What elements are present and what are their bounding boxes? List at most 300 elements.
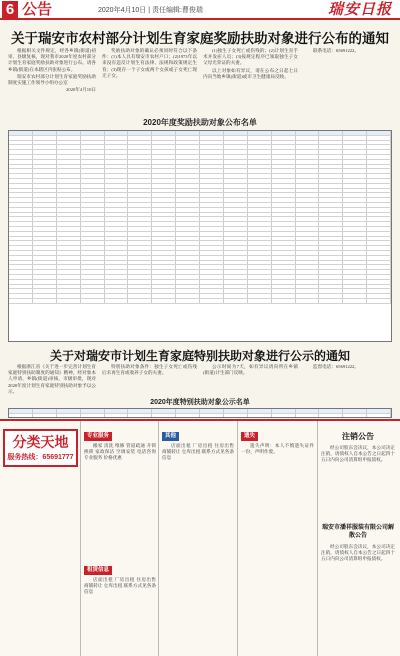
table-cell — [9, 237, 33, 241]
table-cell — [248, 409, 272, 413]
table-cell — [296, 227, 320, 231]
table-cell — [343, 136, 367, 140]
table-cell — [296, 299, 320, 303]
table-cell — [224, 294, 248, 298]
cancel-notice-body — [321, 445, 395, 520]
table-cell — [272, 285, 296, 289]
table-cell — [367, 193, 391, 197]
table-cell — [33, 275, 57, 279]
table-cell — [224, 409, 248, 413]
table-cell — [57, 145, 81, 149]
table-cell — [319, 289, 343, 293]
table-cell — [367, 251, 391, 255]
table-cell — [33, 222, 57, 226]
table-cell — [367, 145, 391, 149]
table-cell — [343, 150, 367, 154]
newspaper-logo: 瑞安日报 — [327, 2, 392, 18]
table-cell — [9, 169, 33, 173]
table-cell — [367, 165, 391, 169]
notice1-col4 — [304, 48, 392, 114]
table-cell — [105, 150, 129, 154]
table-cell — [81, 289, 105, 293]
table-cell — [272, 289, 296, 293]
table-cell — [33, 145, 57, 149]
table-cell — [343, 193, 367, 197]
table-cell — [176, 165, 200, 169]
table-cell — [152, 265, 176, 269]
page-number: 6 — [2, 1, 18, 18]
table-cell — [343, 198, 367, 202]
table-cell — [176, 246, 200, 250]
table-cell — [248, 213, 272, 217]
table-cell — [200, 160, 224, 164]
table-cell — [319, 217, 343, 221]
table-cell — [176, 174, 200, 178]
table-cell — [224, 227, 248, 231]
table-cell — [152, 165, 176, 169]
table-cell — [57, 251, 81, 255]
table-cell — [248, 145, 272, 149]
table-cell — [105, 294, 129, 298]
table-cell — [152, 256, 176, 260]
table-cell — [57, 241, 81, 245]
table-cell — [81, 184, 105, 188]
table-cell — [33, 227, 57, 231]
table-cell — [296, 280, 320, 284]
table-cell — [9, 145, 33, 149]
table-cell — [200, 285, 224, 289]
category-label: 其他 — [162, 432, 179, 441]
table-cell — [272, 227, 296, 231]
table-cell — [9, 251, 33, 255]
table-cell — [319, 275, 343, 279]
table-cell — [57, 256, 81, 260]
table-cell — [343, 294, 367, 298]
table-cell — [319, 160, 343, 164]
table-cell — [367, 155, 391, 159]
table-cell — [105, 169, 129, 173]
table-cell — [9, 141, 33, 145]
notice2-para: 监督电话：65691222。 — [313, 364, 359, 369]
table-cell — [9, 136, 33, 140]
table-cell — [57, 237, 81, 241]
table-cell — [224, 165, 248, 169]
table-cell — [248, 208, 272, 212]
table-cell — [81, 246, 105, 250]
table-cell — [296, 222, 320, 226]
category-label: 租赁信息 — [84, 566, 112, 575]
table-cell — [319, 174, 343, 178]
dissolve-notice-body — [321, 544, 395, 644]
table-cell — [367, 222, 391, 226]
table-cell — [248, 189, 272, 193]
table-cell — [33, 256, 57, 260]
table-cell — [57, 289, 81, 293]
table-cell — [224, 174, 248, 178]
table-cell — [319, 280, 343, 284]
table-cell — [57, 265, 81, 269]
table-cell — [57, 150, 81, 154]
table-cell — [152, 155, 176, 159]
table-cell — [128, 208, 152, 212]
table-cell — [248, 256, 272, 260]
ad-text: 遗失声明：本人不慎遗失证件一份，声明作废。 — [241, 443, 314, 455]
table-cell — [105, 256, 129, 260]
table-cell — [81, 256, 105, 260]
table-cell — [248, 246, 272, 250]
table-cell — [33, 299, 57, 303]
table-cell — [57, 414, 81, 418]
notice1-col3 — [203, 48, 298, 114]
table-cell — [9, 179, 33, 183]
table-cell — [33, 246, 57, 250]
table-cell — [200, 155, 224, 159]
notice1-para: 以上对象如有异议，请在公布之日起七日内向当地乡镇(街道)或市卫生健康局反映。 — [203, 67, 298, 79]
table-cell — [152, 280, 176, 284]
table-cell — [296, 256, 320, 260]
table-cell — [296, 285, 320, 289]
table-cell — [319, 246, 343, 250]
table-cell — [152, 275, 176, 279]
table-cell — [367, 246, 391, 250]
table-cell — [81, 189, 105, 193]
table-cell — [248, 280, 272, 284]
table-cell — [224, 141, 248, 145]
table-cell — [57, 165, 81, 169]
table-cell — [319, 241, 343, 245]
table-cell — [248, 232, 272, 236]
table-cell — [248, 294, 272, 298]
table-cell — [57, 208, 81, 212]
table-cell — [272, 136, 296, 140]
table-cell — [200, 174, 224, 178]
table-cell — [9, 270, 33, 274]
table-cell — [128, 131, 152, 135]
table-cell — [200, 217, 224, 221]
biz-ads — [84, 443, 156, 563]
table-cell — [105, 208, 129, 212]
table-cell — [224, 299, 248, 303]
table-cell — [81, 179, 105, 183]
table-cell — [367, 270, 391, 274]
table-cell — [9, 155, 33, 159]
table-cell — [152, 145, 176, 149]
table-cell — [272, 275, 296, 279]
table-cell — [105, 409, 129, 413]
table-cell — [81, 227, 105, 231]
table-cell — [200, 198, 224, 202]
table-cell — [248, 131, 272, 135]
table-cell — [200, 299, 224, 303]
table-cell — [9, 246, 33, 250]
table-cell — [128, 165, 152, 169]
ad-text: 店面出租 厂房出租 住房出售 商铺转让 仓库出租 联系方式见各条信息 — [162, 443, 234, 461]
table-cell — [81, 232, 105, 236]
table-cell — [57, 189, 81, 193]
table-cell — [224, 193, 248, 197]
table-cell — [152, 198, 176, 202]
table-cell — [176, 213, 200, 217]
table-cell — [81, 136, 105, 140]
cancel-notice-title: 注销公告 — [342, 432, 374, 441]
table-cell — [176, 275, 200, 279]
table-cell — [343, 241, 367, 245]
table-cell — [319, 299, 343, 303]
table-cell — [176, 251, 200, 255]
table-cell — [319, 251, 343, 255]
table-cell — [81, 265, 105, 269]
table-cell — [81, 193, 105, 197]
table-cell — [9, 409, 33, 413]
table-cell — [152, 414, 176, 418]
table-cell — [152, 160, 176, 164]
table-cell — [296, 265, 320, 269]
table-cell — [296, 251, 320, 255]
table-cell — [248, 270, 272, 274]
table-cell — [224, 203, 248, 207]
table-cell — [105, 145, 129, 149]
notice1-title: 关于瑞安市农村部分计划生育家庭奖励扶助对象进行公布的通知 — [11, 31, 389, 46]
table-cell — [105, 261, 129, 265]
table-cell — [176, 141, 200, 145]
table-cell — [296, 155, 320, 159]
table-cell — [176, 160, 200, 164]
table-cell — [152, 285, 176, 289]
table-cell — [224, 237, 248, 241]
table-cell — [176, 270, 200, 274]
table-cell — [343, 261, 367, 265]
table-cell — [343, 280, 367, 284]
lost-notices — [241, 443, 314, 651]
table-cell — [367, 232, 391, 236]
table-cell — [152, 136, 176, 140]
notice1-col2 — [102, 48, 197, 114]
table-cell — [319, 136, 343, 140]
table-cell — [272, 237, 296, 241]
table-cell — [200, 227, 224, 231]
notice2-col4 — [304, 364, 392, 398]
table-cell — [248, 203, 272, 207]
table-cell — [57, 141, 81, 145]
table-cell — [200, 294, 224, 298]
table-cell — [200, 261, 224, 265]
date-line: 2020年4月10日 | 责任编辑:曹俊瑞 — [98, 7, 203, 14]
table-cell — [296, 136, 320, 140]
table-cell — [128, 213, 152, 217]
table-cell — [128, 150, 152, 154]
table-cell — [296, 189, 320, 193]
table-cell — [9, 232, 33, 236]
table-cell — [105, 198, 129, 202]
table-cell — [176, 289, 200, 293]
table-cell — [57, 217, 81, 221]
table-cell — [33, 232, 57, 236]
table-cell — [9, 414, 33, 418]
table-cell — [224, 280, 248, 284]
table-cell — [152, 141, 176, 145]
table-cell — [128, 232, 152, 236]
notice1-para: 联系电话：65691222。 — [313, 48, 359, 53]
table-cell — [200, 189, 224, 193]
table-cell — [319, 265, 343, 269]
table-cell — [248, 251, 272, 255]
table-cell — [176, 294, 200, 298]
table-cell — [176, 189, 200, 193]
table-cell — [200, 222, 224, 226]
table-cell — [224, 275, 248, 279]
table-cell — [248, 285, 272, 289]
table-cell — [224, 136, 248, 140]
table-cell — [152, 222, 176, 226]
table-cell — [248, 169, 272, 173]
table-cell — [224, 285, 248, 289]
table-cell — [105, 246, 129, 250]
table-cell — [224, 150, 248, 154]
column-divider — [80, 421, 81, 656]
table-cell — [81, 155, 105, 159]
table-cell — [128, 203, 152, 207]
table-cell — [33, 294, 57, 298]
table-cell — [128, 270, 152, 274]
table-cell — [57, 280, 81, 284]
recipient-list-table — [8, 130, 392, 342]
table-cell — [57, 136, 81, 140]
table-cell — [176, 227, 200, 231]
table-cell — [152, 241, 176, 245]
table-cell — [128, 261, 152, 265]
table-cell — [319, 203, 343, 207]
table-cell — [176, 136, 200, 140]
table-cell — [343, 299, 367, 303]
table-cell — [81, 141, 105, 145]
table-cell — [224, 208, 248, 212]
table-cell — [128, 256, 152, 260]
table-cell — [33, 265, 57, 269]
table-cell — [105, 141, 129, 145]
table-cell — [105, 222, 129, 226]
table-cell — [152, 213, 176, 217]
column-divider — [237, 421, 238, 656]
table-cell — [57, 285, 81, 289]
table-cell — [367, 299, 391, 303]
table-cell — [176, 179, 200, 183]
table-cell — [105, 193, 129, 197]
table-cell — [33, 165, 57, 169]
table-cell — [248, 184, 272, 188]
classified-brand: 分类天地 — [12, 434, 69, 450]
table-cell — [128, 174, 152, 178]
table-cell — [176, 414, 200, 418]
table-cell — [57, 409, 81, 413]
table-cell — [81, 270, 105, 274]
table-cell — [176, 184, 200, 188]
table-cell — [57, 184, 81, 188]
table-cell — [319, 198, 343, 202]
table-cell — [367, 414, 391, 418]
table-cell — [343, 160, 367, 164]
table-cell — [224, 189, 248, 193]
table-cell — [224, 232, 248, 236]
table-cell — [367, 131, 391, 135]
table-cell — [319, 208, 343, 212]
notice-text: 经公司股东会决议，本公司决定注销，请债权人自本公告之日起四十五日内向公司清算组申报债权。 — [321, 544, 395, 562]
table-cell — [224, 217, 248, 221]
table-cell — [200, 265, 224, 269]
table-cell — [367, 275, 391, 279]
table-cell — [343, 265, 367, 269]
table-cell — [224, 131, 248, 135]
page-header — [0, 0, 400, 20]
table-cell — [367, 280, 391, 284]
table-cell — [152, 217, 176, 221]
table-cell — [128, 241, 152, 245]
table-cell — [9, 198, 33, 202]
table-cell — [272, 241, 296, 245]
table-cell — [319, 414, 343, 418]
table-cell — [81, 285, 105, 289]
table-cell — [33, 155, 57, 159]
table-cell — [296, 169, 320, 173]
table-cell — [57, 232, 81, 236]
table-cell — [319, 285, 343, 289]
table-cell — [343, 246, 367, 250]
table-cell — [128, 289, 152, 293]
table-cell — [367, 169, 391, 173]
table-cell — [319, 131, 343, 135]
table-cell — [200, 203, 224, 207]
table-cell — [152, 174, 176, 178]
table-cell — [128, 409, 152, 413]
table-cell — [152, 208, 176, 212]
table-cell — [319, 232, 343, 236]
table-cell — [105, 174, 129, 178]
table-cell — [176, 208, 200, 212]
table-cell — [296, 294, 320, 298]
table-cell — [33, 141, 57, 145]
table-cell — [128, 141, 152, 145]
table-cell — [224, 213, 248, 217]
table-cell — [272, 165, 296, 169]
table-cell — [200, 275, 224, 279]
table-cell — [296, 241, 320, 245]
table-cell — [343, 184, 367, 188]
table-cell — [296, 198, 320, 202]
table-cell — [128, 275, 152, 279]
table-cell — [33, 179, 57, 183]
table-cell — [367, 294, 391, 298]
table-cell — [176, 265, 200, 269]
table-cell — [33, 169, 57, 173]
table-cell — [105, 241, 129, 245]
notice2-title: 关于对瑞安市计划生育家庭特别扶助对象进行公示的通知 — [49, 349, 350, 363]
table-cell — [128, 184, 152, 188]
table-cell — [343, 232, 367, 236]
table-cell — [319, 261, 343, 265]
table-cell — [152, 184, 176, 188]
rent-ads — [84, 577, 156, 651]
table-cell — [272, 217, 296, 221]
table-cell — [272, 299, 296, 303]
table-cell — [200, 414, 224, 418]
table-cell — [9, 193, 33, 197]
table-cell — [81, 165, 105, 169]
table-cell — [200, 141, 224, 145]
other-ads — [162, 443, 234, 651]
table-row — [9, 299, 391, 304]
table-cell — [152, 150, 176, 154]
table-cell — [343, 222, 367, 226]
table-cell — [272, 150, 296, 154]
